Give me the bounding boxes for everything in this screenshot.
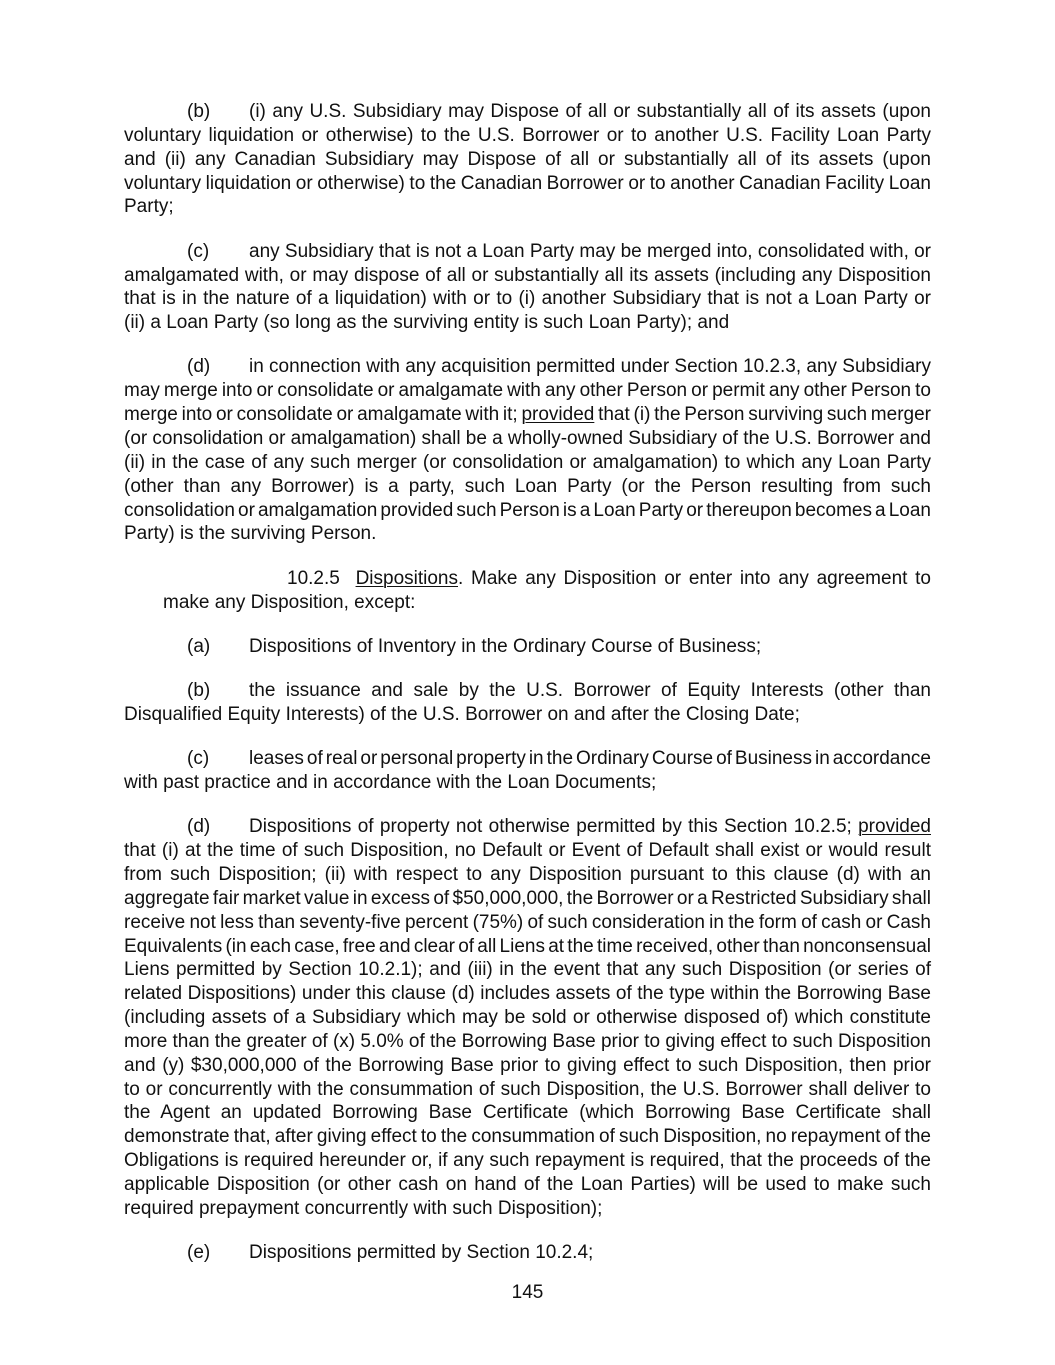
text-line (124, 911, 931, 935)
text-line (124, 1006, 931, 1030)
text-line (124, 771, 931, 795)
text-line (124, 475, 931, 499)
line-text: (ii) a Loan Party (so long as the surviving entity is such Loan Party); and (124, 312, 730, 334)
text-segment: . Make any Disposition or enter into any agreement to (458, 567, 931, 589)
line-text (287, 568, 931, 589)
text-line (124, 815, 931, 839)
text-line (124, 863, 931, 887)
line-text: the Agent an updated Borrowing Base Certificate (which Borrowing Base Certificate shall (124, 1102, 931, 1124)
text-line (124, 451, 931, 475)
line-text: Dispositions of Inventory in the Ordinary Course of Business; (249, 635, 762, 657)
text-line (124, 379, 931, 403)
line-text (249, 816, 931, 837)
text-line (124, 747, 931, 771)
text-line (124, 1054, 931, 1078)
line-text: and (y) $30,000,000 of the Borrowing Base prior to giving effect to such Disposition, then prior (124, 1054, 931, 1076)
text-line (124, 499, 931, 523)
text-line (124, 172, 931, 196)
text-line (124, 311, 931, 335)
text-segment: Dispositions of property not otherwise permitted by this Section 10.2.5; (249, 816, 859, 838)
section-10-2-5-heading (163, 567, 931, 615)
line-text: receive not less than seventy-five percent (75%) of such consideration in the form of cash or Cash (124, 911, 931, 933)
text-line (124, 240, 931, 264)
text-line (124, 264, 931, 288)
text-line (124, 522, 931, 546)
text-line (163, 591, 931, 615)
clause-label: (c) (187, 748, 210, 770)
line-text: Obligations is required hereunder or, if any such repayment is required, that the proceeds of the (124, 1150, 931, 1172)
text-line (124, 1173, 931, 1197)
line-text: make any Disposition, except: (163, 591, 416, 613)
text-line (124, 124, 931, 148)
line-text: more than the greater of (x) 5.0% of the Borrowing Base prior to giving effect to such Disposition (124, 1030, 931, 1052)
page-number: 145 (511, 1282, 544, 1303)
line-text (124, 404, 931, 425)
section-title: Dispositions (355, 567, 458, 589)
line-text: Liens permitted by Section 10.2.1); and (iii) in the event that any such Disposition (or series of (124, 959, 931, 981)
line-text: that (i) at the time of such Disposition, no Default or Event of Default shall exist or would result (124, 840, 931, 862)
clause-label: (d) (187, 356, 211, 378)
line-text: amalgamated with, or may dispose of all or substantially all its assets (including any Disposition (124, 264, 931, 286)
line-text: that is in the nature of a liquidation) with or to (i) another Subsidiary that is not a Loan Party or (124, 288, 931, 310)
line-text: with past practice and in accordance with the Loan Documents; (124, 772, 657, 794)
line-text: Party) is the surviving Person. (124, 523, 377, 545)
line-text: consolidation or amalgamation provided such Person is a Loan Party or thereupon becomes a Loan (124, 499, 931, 521)
text-line (124, 148, 931, 172)
line-text: the issuance and sale by the U.S. Borrower of Equity Interests (other than (249, 680, 931, 702)
line-text: voluntary liquidation or otherwise) to the Canadian Borrower or to another Canadian Facility Loan (124, 172, 931, 194)
line-text: any Subsidiary that is not a Loan Party may be merged into, consolidated with, or (249, 240, 931, 262)
text-line (124, 958, 931, 982)
text-line (124, 1030, 931, 1054)
line-text: applicable Disposition (or other cash on hand of the Loan Parties) will be used to make such (124, 1173, 931, 1195)
text-line (124, 839, 931, 863)
line-text: Disqualified Equity Interests) of the U.S. Borrower on and after the Closing Date; (124, 703, 800, 725)
line-text: Party; (124, 196, 174, 218)
line-text: from such Disposition; (ii) with respect to any Disposition pursuant to this clause (d) with an (124, 864, 931, 885)
section-10-2-5-clause-b (124, 679, 931, 727)
text-line (124, 1149, 931, 1173)
text-line (124, 1078, 931, 1102)
text-line (124, 100, 931, 124)
line-text: Equivalents (in each case, free and clear of all Liens at the time received, other than nonconsensual (124, 935, 931, 957)
text-line (163, 567, 931, 591)
section-10-2-4-clause-b (124, 100, 931, 219)
line-text: Dispositions permitted by Section 10.2.4; (249, 1242, 594, 1264)
clause-label: (b) (187, 101, 211, 122)
text-line (124, 635, 931, 659)
text-line (124, 1241, 931, 1265)
clause-label: (b) (187, 680, 211, 702)
section-10-2-4-clause-c (124, 240, 931, 335)
text-segment: that (i) the Person surviving such merger (594, 404, 931, 426)
clause-label: (e) (187, 1242, 211, 1264)
line-text: in connection with any acquisition permitted under Section 10.2.3, any Subsidiary (249, 356, 931, 378)
clause-label: (d) (187, 816, 211, 838)
text-line (124, 287, 931, 311)
line-text: and (ii) any Canadian Subsidiary may Dispose of all or substantially all of its assets (upon (124, 148, 931, 170)
line-text: (including assets of a Subsidiary which may be sold or otherwise disposed of) which constitute (124, 1007, 931, 1029)
line-text: (i) any U.S. Subsidiary may Dispose of all or substantially all of its assets (upon (249, 101, 931, 122)
text-line (124, 1197, 931, 1221)
line-text: required prepayment concurrently with such Disposition); (124, 1197, 603, 1219)
document-body (124, 100, 931, 1265)
text-line (124, 403, 931, 427)
line-text: demonstrate that, after giving effect to the consummation of such Disposition, no repayment of the (124, 1126, 931, 1148)
text-line (124, 887, 931, 911)
section-number: 10.2.5 (287, 567, 340, 589)
text-line (124, 703, 931, 727)
line-text: (or consolidation or amalgamation) shall be a wholly-owned Subsidiary of the U.S. Borrower and (124, 428, 931, 449)
text-line (124, 679, 931, 703)
text-segment: merge into or consolidate or amalgamate with it; (124, 404, 522, 426)
section-10-2-5-clause-c (124, 747, 931, 795)
line-text: aggregate fair market value in excess of $50,000,000, the Borrower or a Restricted Subsidiary shall (124, 887, 931, 909)
line-text: leases of real or personal property in the Ordinary Course of Business in accordance (249, 748, 931, 770)
line-text: (ii) in the case of any such merger (or consolidation or amalgamation) to which any Loan Party (124, 451, 931, 473)
section-10-2-5-clause-d (124, 815, 931, 1220)
line-text: to or concurrently with the consummation of such Disposition, the U.S. Borrower shall deliver to (124, 1078, 931, 1100)
text-line (124, 427, 931, 451)
clause-label: (c) (187, 240, 210, 262)
text-line (124, 195, 931, 219)
line-text: (other than any Borrower) is a party, such Loan Party (or the Person resulting from such (124, 475, 931, 497)
line-text: related Dispositions) under this clause (d) includes assets of the type within the Borrowing Base (124, 983, 931, 1005)
section-10-2-5-clause-e (124, 1241, 931, 1265)
text-line (124, 1101, 931, 1125)
section-10-2-4-clause-d (124, 355, 931, 546)
text-line (124, 355, 931, 379)
underlined-term: provided (858, 816, 931, 838)
text-line (124, 982, 931, 1006)
clause-label: (a) (187, 635, 211, 657)
text-line (124, 1125, 931, 1149)
text-line (124, 935, 931, 959)
section-10-2-5-clause-a (124, 635, 931, 659)
line-text: may merge into or consolidate or amalgamate with any other Person or permit any other Person to (124, 380, 931, 402)
line-text: voluntary liquidation or otherwise) to the U.S. Borrower or to another U.S. Facility Loan Party (124, 124, 931, 146)
underlined-term: provided (521, 404, 595, 426)
